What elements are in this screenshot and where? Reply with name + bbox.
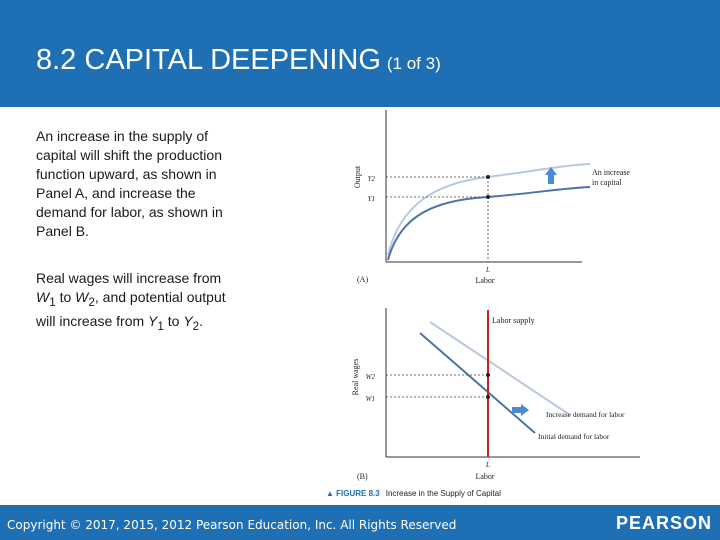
p2-text-e: . <box>199 312 204 329</box>
panel-a-xlabel: Labor <box>475 276 495 285</box>
w2-subscript: 2 <box>88 295 95 309</box>
panel-b-xlabel: Labor <box>475 472 495 481</box>
p2-text-a: Real wages will increase from <box>36 270 222 286</box>
panel-a-panel-label: (A) <box>357 275 369 284</box>
pearson-logo: PEARSON <box>615 513 712 533</box>
panel-b-ylabel: Real wages <box>351 358 360 396</box>
initial-demand-label: Initial demand for labor <box>538 432 610 441</box>
y2-symbol: Y <box>183 312 193 329</box>
w1-subscript: 1 <box>49 295 56 309</box>
panel-a-x-tick: L <box>486 266 490 274</box>
panel-a <box>353 110 630 285</box>
panel-a-point-y2 <box>486 175 490 179</box>
labor-demand-increased <box>430 322 570 415</box>
panel-b-point-w1 <box>486 395 490 399</box>
y1-subscript: 1 <box>157 319 164 333</box>
panel-a-y2-label: Y2 <box>367 175 375 183</box>
figure-caption-tag: ▲ FIGURE 8.3 <box>326 489 380 498</box>
labor-demand-initial <box>420 333 535 433</box>
panel-b-panel-label: (B) <box>357 472 368 481</box>
panel-b-x-tick: L <box>486 461 490 469</box>
panel-a-point-y1 <box>486 195 490 199</box>
w2-symbol: W <box>75 289 89 305</box>
slide-title-text: 8.2 CAPITAL DEEPENING <box>36 44 381 76</box>
copyright-text: Copyright © 2017, 2015, 2012 Pearson Education, Inc. All Rights Reserved <box>7 518 457 532</box>
footer-bar <box>0 505 720 540</box>
increased-demand-label: Increase demand for labor <box>546 410 625 419</box>
y2-subscript: 2 <box>192 319 200 333</box>
panel-a-annotation-line1: An increase <box>592 168 630 177</box>
p2-text-d: to <box>163 312 184 329</box>
panel-a-y1-label: Y1 <box>367 195 375 203</box>
p2-text-c: , and potential output will increase from <box>36 289 226 329</box>
w1-symbol: W <box>36 289 50 305</box>
panel-a-ylabel: Output <box>353 165 362 189</box>
figure-caption <box>326 489 501 498</box>
panel-b <box>351 308 640 481</box>
title-bar <box>0 0 720 107</box>
panel-b-point-w2 <box>486 373 490 377</box>
paragraph-capital-supply: An increase in the supply of capital will shift the production function upward, as shown in Panel A, and increase the demand for labor, as shown in Panel B. <box>36 128 223 239</box>
y1-symbol: Y <box>148 312 158 329</box>
paragraph-wages-output <box>36 269 241 336</box>
p2-text-b: to <box>55 289 76 305</box>
panel-b-w1-label: W1 <box>365 395 375 403</box>
panel-b-w2-label: W2 <box>365 373 375 381</box>
labor-supply-label: Labor supply <box>492 316 535 325</box>
figure-caption-text: Increase in the Supply of Capital <box>385 489 501 498</box>
slide-title-suffix: (1 of 3) <box>386 54 441 73</box>
figure-capital-deepening <box>345 105 655 485</box>
slide-title <box>36 44 441 77</box>
panel-a-annotation-line2: in capital <box>592 178 622 187</box>
